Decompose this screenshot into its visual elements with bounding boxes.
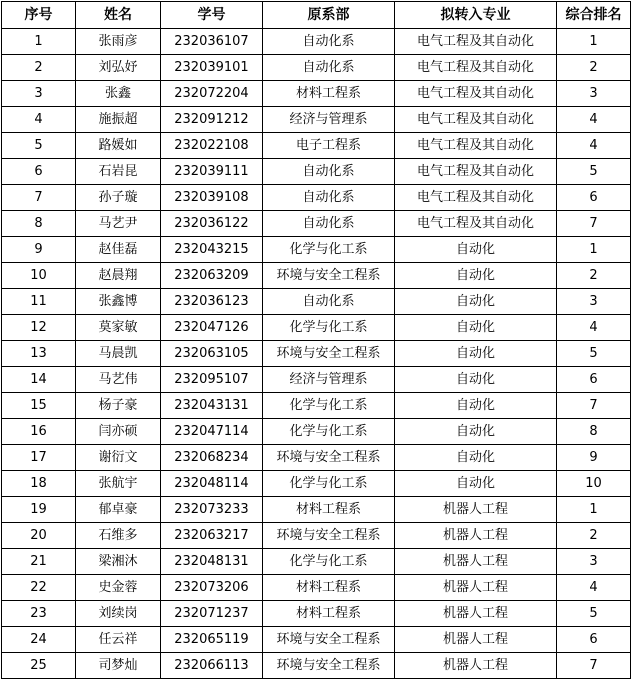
cell-student-id: 232063217 xyxy=(161,523,263,549)
header-student-id: 学号 xyxy=(161,2,263,29)
cell-student-id: 232065119 xyxy=(161,627,263,653)
cell-seq: 4 xyxy=(2,107,76,133)
cell-target-major: 机器人工程 xyxy=(395,601,557,627)
cell-original-department: 环境与安全工程系 xyxy=(263,627,395,653)
cell-seq: 20 xyxy=(2,523,76,549)
cell-seq: 5 xyxy=(2,133,76,159)
cell-name: 梁湘沐 xyxy=(76,549,161,575)
cell-original-department: 环境与安全工程系 xyxy=(263,263,395,289)
cell-seq: 17 xyxy=(2,445,76,471)
cell-student-id: 232091212 xyxy=(161,107,263,133)
cell-name: 孙子璇 xyxy=(76,185,161,211)
cell-student-id: 232063209 xyxy=(161,263,263,289)
table-row xyxy=(2,159,631,185)
cell-seq: 9 xyxy=(2,237,76,263)
cell-overall-rank: 7 xyxy=(557,393,631,419)
header-target-major: 拟转入专业 xyxy=(395,2,557,29)
cell-original-department: 化学与化工系 xyxy=(263,419,395,445)
table-row xyxy=(2,549,631,575)
table-row xyxy=(2,627,631,653)
cell-name: 马晨凯 xyxy=(76,341,161,367)
cell-student-id: 232072204 xyxy=(161,81,263,107)
table-row xyxy=(2,211,631,237)
table-row xyxy=(2,497,631,523)
cell-student-id: 232043215 xyxy=(161,237,263,263)
cell-overall-rank: 10 xyxy=(557,471,631,497)
cell-target-major: 自动化 xyxy=(395,315,557,341)
cell-target-major: 自动化 xyxy=(395,289,557,315)
cell-seq: 15 xyxy=(2,393,76,419)
cell-original-department: 自动化系 xyxy=(263,29,395,55)
cell-original-department: 自动化系 xyxy=(263,185,395,211)
cell-target-major: 自动化 xyxy=(395,367,557,393)
table-row xyxy=(2,601,631,627)
cell-name: 史金蓉 xyxy=(76,575,161,601)
cell-student-id: 232039111 xyxy=(161,159,263,185)
cell-overall-rank: 1 xyxy=(557,29,631,55)
cell-name: 赵晨翔 xyxy=(76,263,161,289)
transfer-students-table xyxy=(1,1,631,679)
cell-student-id: 232043131 xyxy=(161,393,263,419)
table-row xyxy=(2,367,631,393)
cell-target-major: 机器人工程 xyxy=(395,653,557,679)
cell-overall-rank: 1 xyxy=(557,237,631,263)
cell-name: 杨子豪 xyxy=(76,393,161,419)
cell-overall-rank: 4 xyxy=(557,315,631,341)
table-body xyxy=(2,29,631,679)
cell-name: 路媛如 xyxy=(76,133,161,159)
cell-overall-rank: 4 xyxy=(557,133,631,159)
cell-overall-rank: 5 xyxy=(557,341,631,367)
cell-original-department: 电子工程系 xyxy=(263,133,395,159)
cell-seq: 1 xyxy=(2,29,76,55)
cell-student-id: 232047114 xyxy=(161,419,263,445)
cell-student-id: 232068234 xyxy=(161,445,263,471)
cell-target-major: 机器人工程 xyxy=(395,523,557,549)
cell-name: 马艺尹 xyxy=(76,211,161,237)
table-row xyxy=(2,29,631,55)
cell-original-department: 自动化系 xyxy=(263,55,395,81)
cell-target-major: 自动化 xyxy=(395,341,557,367)
cell-student-id: 232036123 xyxy=(161,289,263,315)
table-row xyxy=(2,81,631,107)
cell-name: 施振超 xyxy=(76,107,161,133)
cell-seq: 13 xyxy=(2,341,76,367)
cell-seq: 12 xyxy=(2,315,76,341)
table-header-row xyxy=(2,2,631,29)
cell-name: 刘续岗 xyxy=(76,601,161,627)
cell-seq: 24 xyxy=(2,627,76,653)
cell-original-department: 材料工程系 xyxy=(263,497,395,523)
cell-name: 张雨彦 xyxy=(76,29,161,55)
cell-original-department: 材料工程系 xyxy=(263,601,395,627)
table-row xyxy=(2,393,631,419)
cell-target-major: 电气工程及其自动化 xyxy=(395,185,557,211)
cell-overall-rank: 2 xyxy=(557,523,631,549)
cell-seq: 8 xyxy=(2,211,76,237)
cell-overall-rank: 8 xyxy=(557,419,631,445)
header-overall-rank: 综合排名 xyxy=(557,2,631,29)
cell-original-department: 环境与安全工程系 xyxy=(263,653,395,679)
cell-name: 莫家敏 xyxy=(76,315,161,341)
cell-name: 赵佳磊 xyxy=(76,237,161,263)
cell-student-id: 232095107 xyxy=(161,367,263,393)
cell-seq: 19 xyxy=(2,497,76,523)
cell-target-major: 自动化 xyxy=(395,393,557,419)
table-row xyxy=(2,445,631,471)
cell-target-major: 电气工程及其自动化 xyxy=(395,159,557,185)
table-row xyxy=(2,341,631,367)
cell-seq: 3 xyxy=(2,81,76,107)
cell-name: 刘弘妤 xyxy=(76,55,161,81)
cell-name: 张鑫 xyxy=(76,81,161,107)
cell-seq: 22 xyxy=(2,575,76,601)
cell-original-department: 自动化系 xyxy=(263,159,395,185)
cell-name: 司梦灿 xyxy=(76,653,161,679)
table-row xyxy=(2,237,631,263)
cell-overall-rank: 3 xyxy=(557,289,631,315)
cell-original-department: 化学与化工系 xyxy=(263,315,395,341)
cell-original-department: 化学与化工系 xyxy=(263,549,395,575)
cell-seq: 25 xyxy=(2,653,76,679)
cell-overall-rank: 4 xyxy=(557,107,631,133)
cell-name: 张航宇 xyxy=(76,471,161,497)
cell-target-major: 自动化 xyxy=(395,445,557,471)
header-name: 姓名 xyxy=(76,2,161,29)
cell-student-id: 232047126 xyxy=(161,315,263,341)
cell-original-department: 环境与安全工程系 xyxy=(263,341,395,367)
cell-student-id: 232048131 xyxy=(161,549,263,575)
cell-overall-rank: 2 xyxy=(557,263,631,289)
cell-student-id: 232039101 xyxy=(161,55,263,81)
table-row xyxy=(2,315,631,341)
cell-overall-rank: 2 xyxy=(557,55,631,81)
cell-target-major: 电气工程及其自动化 xyxy=(395,133,557,159)
cell-overall-rank: 7 xyxy=(557,653,631,679)
cell-original-department: 自动化系 xyxy=(263,211,395,237)
cell-student-id: 232066113 xyxy=(161,653,263,679)
cell-target-major: 电气工程及其自动化 xyxy=(395,107,557,133)
cell-overall-rank: 1 xyxy=(557,497,631,523)
cell-seq: 16 xyxy=(2,419,76,445)
table-row xyxy=(2,575,631,601)
cell-name: 闫亦硕 xyxy=(76,419,161,445)
cell-student-id: 232073206 xyxy=(161,575,263,601)
cell-target-major: 电气工程及其自动化 xyxy=(395,55,557,81)
cell-overall-rank: 6 xyxy=(557,367,631,393)
cell-seq: 18 xyxy=(2,471,76,497)
table-row xyxy=(2,471,631,497)
cell-overall-rank: 5 xyxy=(557,159,631,185)
cell-name: 石岩昆 xyxy=(76,159,161,185)
cell-seq: 6 xyxy=(2,159,76,185)
cell-seq: 14 xyxy=(2,367,76,393)
cell-overall-rank: 4 xyxy=(557,575,631,601)
cell-overall-rank: 6 xyxy=(557,627,631,653)
cell-target-major: 机器人工程 xyxy=(395,627,557,653)
cell-seq: 7 xyxy=(2,185,76,211)
cell-target-major: 自动化 xyxy=(395,471,557,497)
cell-overall-rank: 7 xyxy=(557,211,631,237)
cell-overall-rank: 3 xyxy=(557,81,631,107)
table-row xyxy=(2,55,631,81)
cell-target-major: 机器人工程 xyxy=(395,549,557,575)
cell-original-department: 自动化系 xyxy=(263,289,395,315)
table-row xyxy=(2,107,631,133)
cell-original-department: 环境与安全工程系 xyxy=(263,445,395,471)
cell-name: 郁卓豪 xyxy=(76,497,161,523)
cell-original-department: 经济与管理系 xyxy=(263,367,395,393)
table-row xyxy=(2,419,631,445)
cell-original-department: 经济与管理系 xyxy=(263,107,395,133)
table-row xyxy=(2,133,631,159)
cell-seq: 21 xyxy=(2,549,76,575)
cell-original-department: 材料工程系 xyxy=(263,575,395,601)
cell-name: 张鑫博 xyxy=(76,289,161,315)
cell-original-department: 化学与化工系 xyxy=(263,237,395,263)
cell-student-id: 232039108 xyxy=(161,185,263,211)
cell-overall-rank: 6 xyxy=(557,185,631,211)
cell-target-major: 机器人工程 xyxy=(395,497,557,523)
cell-student-id: 232036122 xyxy=(161,211,263,237)
cell-overall-rank: 9 xyxy=(557,445,631,471)
cell-target-major: 自动化 xyxy=(395,419,557,445)
table-row xyxy=(2,523,631,549)
cell-overall-rank: 3 xyxy=(557,549,631,575)
table-row xyxy=(2,185,631,211)
cell-student-id: 232036107 xyxy=(161,29,263,55)
cell-target-major: 自动化 xyxy=(395,263,557,289)
cell-name: 马艺伟 xyxy=(76,367,161,393)
cell-original-department: 环境与安全工程系 xyxy=(263,523,395,549)
table-row xyxy=(2,289,631,315)
cell-target-major: 机器人工程 xyxy=(395,575,557,601)
cell-original-department: 化学与化工系 xyxy=(263,471,395,497)
cell-target-major: 电气工程及其自动化 xyxy=(395,211,557,237)
cell-seq: 11 xyxy=(2,289,76,315)
cell-original-department: 化学与化工系 xyxy=(263,393,395,419)
cell-target-major: 电气工程及其自动化 xyxy=(395,81,557,107)
cell-student-id: 232048114 xyxy=(161,471,263,497)
cell-seq: 23 xyxy=(2,601,76,627)
table-row xyxy=(2,653,631,679)
cell-name: 任云祥 xyxy=(76,627,161,653)
cell-original-department: 材料工程系 xyxy=(263,81,395,107)
cell-target-major: 自动化 xyxy=(395,237,557,263)
cell-name: 石维多 xyxy=(76,523,161,549)
table-row xyxy=(2,263,631,289)
cell-seq: 10 xyxy=(2,263,76,289)
cell-target-major: 电气工程及其自动化 xyxy=(395,29,557,55)
header-seq: 序号 xyxy=(2,2,76,29)
cell-overall-rank: 5 xyxy=(557,601,631,627)
header-original-department: 原系部 xyxy=(263,2,395,29)
cell-student-id: 232022108 xyxy=(161,133,263,159)
cell-student-id: 232063105 xyxy=(161,341,263,367)
cell-student-id: 232071237 xyxy=(161,601,263,627)
cell-name: 谢衍文 xyxy=(76,445,161,471)
cell-student-id: 232073233 xyxy=(161,497,263,523)
cell-seq: 2 xyxy=(2,55,76,81)
